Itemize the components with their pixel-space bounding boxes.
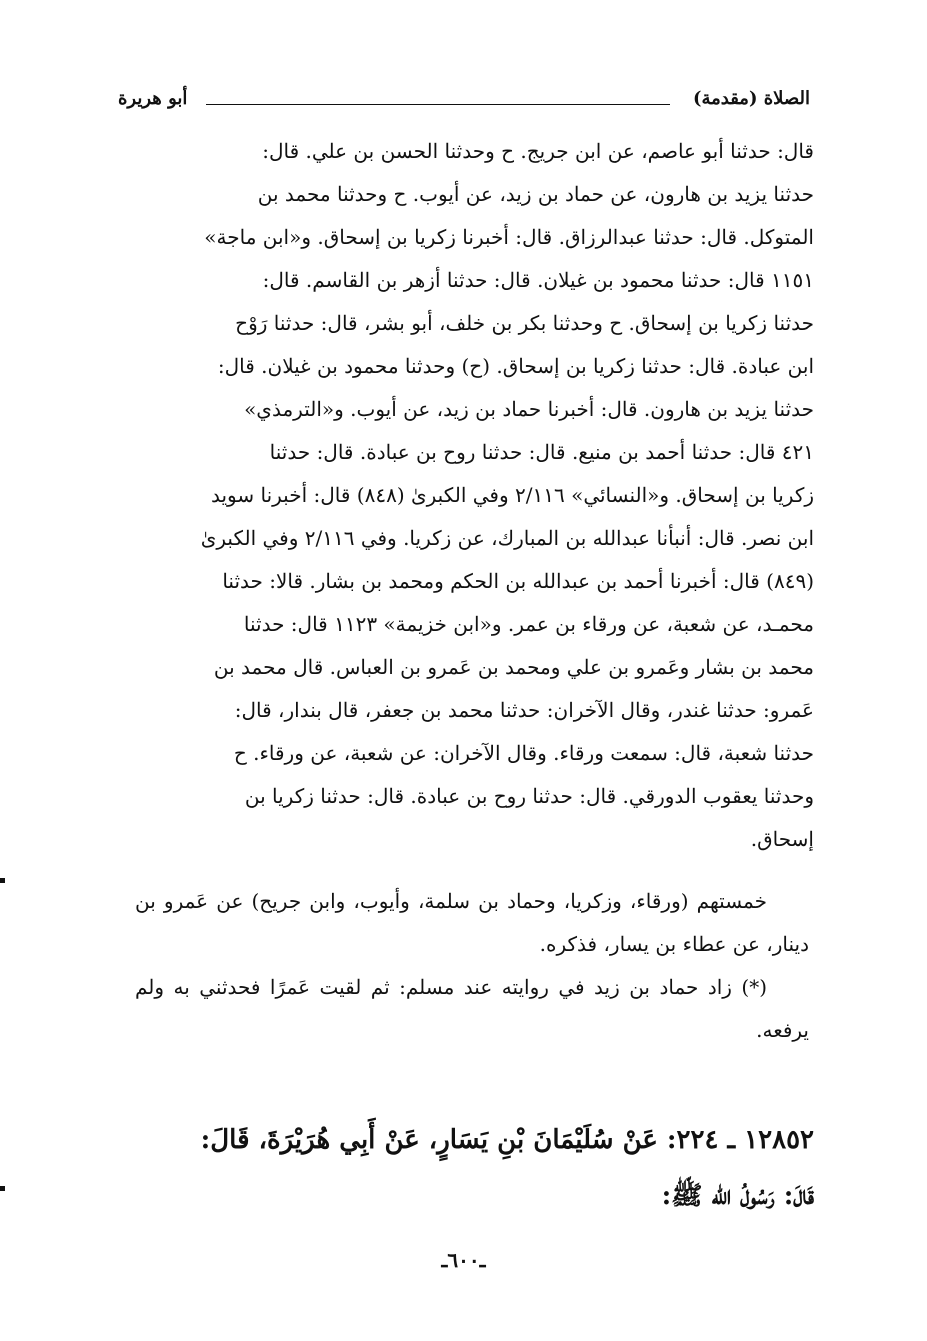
text-line: ابن عبادة. قال: حدثنا زكريا بن إسحاق. (ح) وحدثنا محمود بن غيلان. قال:	[217, 354, 814, 378]
note-section	[135, 880, 809, 1052]
text-line: محمـد، عن شعبة، عن ورقاء بن عمر. و«ابن خزيمة» ١١٢٣ قال: حدثنا	[243, 612, 814, 636]
hadith-number-line: ١٢٨٥٢ ـ ٢٢٤: عَنْ سُلَيْمَانَ بْنِ يَسَارٍ، عَنْ أَبِي هُرَيْرَةَ، قَالَ:	[200, 1125, 814, 1155]
text-line: إسحاق.	[750, 827, 814, 851]
footnote-paragraph: (*) زاد حماد بن زيد في روايته عند مسلم: ثم لقيت عَمرًا فحدثني به ولم يرفعه.	[135, 975, 809, 1042]
text-line: ابن نصر. قال: أنبأنا عبدالله بن المبارك، عن زكريا. وفي ٢/١١٦ وفي الكبرىٰ	[200, 526, 814, 550]
text-line: المتوكل. قال: حدثنا عبدالرزاق. قال: أخبرنا زكريا بن إسحاق. و«ابن ماجة»	[204, 225, 814, 249]
section-title: الصلاة (مقدمة)	[692, 88, 810, 109]
hadith-heading	[128, 1112, 814, 1224]
text-line: محمد بن بشار وعَمرو بن علي ومحمد بن عَمرو بن العباس. قال محمد بن	[213, 655, 814, 679]
text-line: (٨٤٩) قال: أخبرنا أحمد بن عبدالله بن الحكم ومحمد بن بشار. قالا: حدثنا	[222, 569, 814, 593]
text-line: ١١٥١ قال: حدثنا محمود بن غيلان. قال: حدثنا أزهر بن القاسم. قال:	[262, 268, 814, 292]
text-line: حدثنا زكريا بن إسحاق. ح وحدثنا بكر بن خلف، أبو بشر، قال: حدثنا رَوْح	[235, 311, 814, 335]
text-line: حدثنا شعبة، قال: سمعت ورقاء. وقال الآخران: عن شعبة، عن ورقاء. ح	[233, 741, 814, 765]
text-line: حدثنا يزيد بن هارون، عن حماد بن زيد، عن أيوب. ح وحدثنا محمد بن	[257, 182, 814, 206]
text-line: زكريا بن إسحاق. و«النسائي» ٢/١١٦ وفي الكبرىٰ (٨٤٨) قال: أخبرنا سويد	[210, 483, 814, 507]
page-number: ـ٦٠٠ـ	[441, 1248, 486, 1272]
header-rule	[206, 104, 670, 105]
text-line: حدثنا يزيد بن هارون. قال: أخبرنا حماد بن زيد، عن أيوب. و«الترمذي»	[244, 397, 814, 421]
hadith-intro-line: قَالَ: رَسُولُ الله ﷺ:	[661, 1181, 814, 1211]
text-line: ٤٢١ قال: حدثنا أحمد بن منيع. قال: حدثنا روح بن عبادة. قال: حدثنا	[269, 440, 814, 464]
isnad-text	[128, 130, 814, 861]
text-line: قال: حدثنا أبو عاصم، عن ابن جريج. ح وحدثنا الحسن بن علي. قال:	[262, 139, 814, 163]
running-head: أبو هريرة	[118, 88, 188, 109]
summary-paragraph: خمستهم (ورقاء، وزكريا، وحماد بن سلمة، وأيوب، وابن جريح) عن عَمرو بن دينار، عن عطاء بن يسار، فذكره.	[135, 889, 809, 956]
edge-mark	[0, 878, 5, 883]
page-header	[118, 86, 810, 116]
text-line: وحدثنا يعقوب الدورقي. قال: حدثنا روح بن عبادة. قال: حدثنا زكريا بن	[244, 784, 814, 808]
text-line: عَمرو: حدثنا غندر، وقال الآخران: حدثنا محمد بن جعفر، قال بندار، قال:	[234, 698, 814, 722]
edge-mark	[0, 1186, 5, 1191]
